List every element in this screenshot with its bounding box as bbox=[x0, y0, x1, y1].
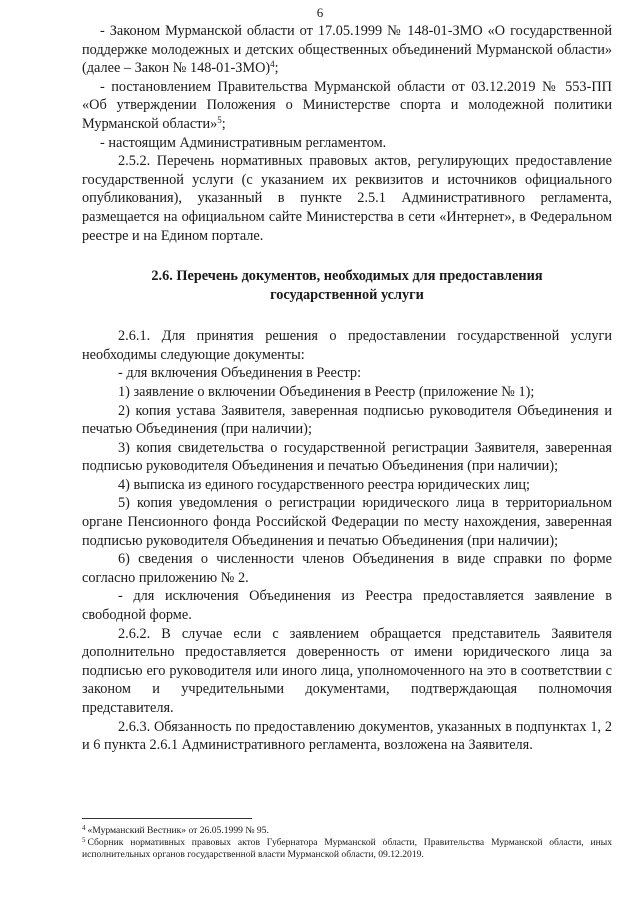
list-item-document-3: 3) копия свидетельства о государственной регистрации Заявителя, заверенная подписью руководителя Объединения и печатью Объединения (при наличии); bbox=[82, 439, 612, 475]
footnotes bbox=[82, 818, 612, 861]
paragraph-2-6-3: 2.6.3. Обязанность по предоставлению документов, указанных в подпунктах 1, 2 и 6 пункта 2.6.1 Административного регламента, возложена на Заявителя. bbox=[82, 718, 612, 754]
paragraph-2-6-1: 2.6.1. Для принятия решения о предоставлении государственной услуги необходимы следующие документы: bbox=[82, 328, 612, 363]
list-item-law: - Законом Мурманской области от 17.05.1999 № 148-01-ЗМО «О государственной поддержке молодежных и детских общественных объединений Мурманской области» (далее – Закон № 148-01-ЗМО)$^4$; bbox=[82, 23, 612, 77]
paragraph-2-5-2: 2.5.2. Перечень нормативных правовых актов, регулирующих предоставление государственной услуги (с указанием их реквизитов и источников официального опубликования), указанный в пункте 2.5.1 Административного регламента, размещается на официальном сайте Министерства в сети «Интернет», в Федеральном реестре и на Едином портале. bbox=[82, 153, 612, 244]
section-heading-line-2: государственной услуги bbox=[270, 287, 424, 304]
list-item-document-1: 1) заявление о включении Объединения в Реестр (приложение № 1); bbox=[118, 383, 535, 400]
list-item-document-2: 2) копия устава Заявителя, заверенная подписью руководителя Объединения и печатью Объединения (при наличии); bbox=[82, 402, 612, 438]
list-item-inclusion-heading: - для включения Объединения в Реестр: bbox=[118, 365, 362, 382]
list-item-document-4: 4) выписка из единого государственного реестра юридических лиц; bbox=[118, 476, 530, 493]
list-item-exclusion: - для исключения Объединения из Реестра предоставляется заявление в свободной форме. bbox=[82, 588, 612, 624]
list-item-resolution: - постановлением Правительства Мурманской области от 03.12.2019 № 553-ПП «Об утверждении Положения о Министерстве спорта и молодежной политики Мурманской области»$^5$; bbox=[82, 78, 612, 132]
document-body bbox=[82, 22, 612, 755]
list-item-document-5: 5) копия уведомления о регистрации юридического лица в территориальном органе Пенсионного фонда Российской Федерации по месту нахождения, заверенная подписью руководителя Объединения и печатью Объединения (при наличии); bbox=[82, 495, 612, 549]
list-item-document-6: 6) сведения о численности членов Объединения в виде справки по форме согласно приложению № 2. bbox=[82, 551, 612, 586]
paragraph-2-6-2: 2.6.2. В случае если с заявлением обращается представитель Заявителя дополнительно предоставляется доверенность от имени юридического лица за подписью его руководителя или иного лица, уполномоченного на это в соответствии с законом и учредительными документами, подтверждающая полномочия представителя. bbox=[82, 625, 612, 716]
section-heading bbox=[82, 267, 612, 305]
footnote-divider bbox=[82, 818, 252, 819]
footnote-4: $^4$ «Мурманский Вестник» от 26.05.1999 № 95. bbox=[82, 824, 269, 836]
footnote-5: $^5$ Сборник нормативных правовых актов Губернатора Мурманской области, Правительства Мурманской области, иных исполнительных органов государственной власти Мурманской области, 09.12.2019. bbox=[82, 836, 612, 860]
section-heading-line-1: 2.6. Перечень документов, необходимых для предоставления bbox=[151, 268, 543, 285]
footnote-ref-4[interactable]: 4 bbox=[270, 59, 275, 70]
footnote-ref-5[interactable]: 5 bbox=[217, 114, 222, 125]
page-number: 6 bbox=[316, 5, 324, 20]
list-item-regulation: - настоящим Административным регламентом. bbox=[100, 134, 387, 151]
